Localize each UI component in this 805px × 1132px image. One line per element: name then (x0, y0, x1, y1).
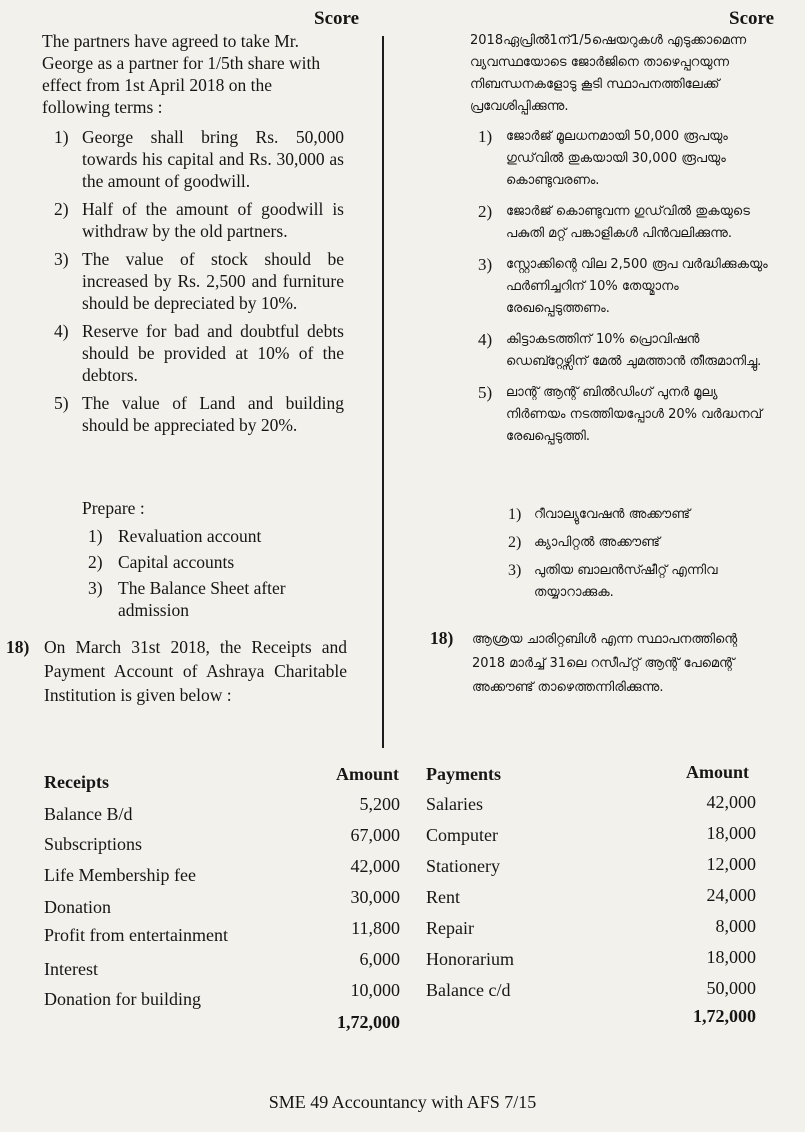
term-number: 5) (478, 383, 493, 402)
malayalam-term (478, 126, 768, 192)
prepare-item (508, 504, 768, 526)
english-intro: The partners have agreed to take Mr. George as a partner for 1/5th share with effect from 1st April 2018 on the following terms : (42, 31, 321, 117)
receipt-amount: 5,200 (359, 794, 400, 814)
receipts-total: 1,72,000 (337, 1012, 400, 1032)
page-footer: SME 49 Accountancy with AFS 7/15 (268, 1092, 537, 1112)
question-number-18-ml: 18) (430, 628, 454, 648)
question-number-18: 18) (6, 637, 30, 657)
question-18-text: On March 31st 2018, the Receipts and Payment Account of Ashraya Charitable Institution is given below : (44, 637, 347, 705)
receipt-amount: 42,000 (350, 856, 400, 876)
prepare-text: പുതിയ ബാലൻസ്ഷീറ്റ് എന്നിവ തയ്യാറാക്കുക. (534, 563, 718, 600)
term-text: The value of Land and building should be appreciated by 20%. (82, 393, 344, 435)
receipt-name: Balance B/d (44, 804, 133, 824)
prepare-item (508, 560, 768, 604)
payment-name: Stationery (426, 856, 500, 876)
term-text: സ്റ്റോക്കിന്റെ വില 2,500 രൂപ വർദ്ധിക്കുകയും ഫർണിച്ചറിന് 10% തേയ്മാനം രേഖപ്പെടുത്തണം. (506, 257, 768, 316)
term-number: 2) (54, 199, 69, 219)
malayalam-term (478, 254, 768, 320)
payment-name: Computer (426, 825, 498, 845)
english-term (54, 392, 344, 436)
prepare-item (88, 525, 348, 547)
term-text: ലാന്റ് ആന്റ് ബിൽഡിംഗ് പുനർ മൂല്യ നിർണയം നടത്തിയപ്പോൾ 20% വർദ്ധനവ് രേഖപ്പെടുത്തി. (506, 385, 763, 444)
prepare-number: 3) (508, 562, 522, 579)
prepare-text: The Balance Sheet after admission (118, 578, 286, 620)
receipt-amount: 6,000 (359, 949, 400, 969)
question-18-text-ml: ആശ്രയ ചാരിറ്റബിൾ എന്ന സ്ഥാപനത്തിന്റെ 2018 മാർച്ച് 31ലെ റസീപ്റ്റ് ആന്റ് പേമെന്റ് അക്കൗണ്ട് താഴെത്തന്നിരിക്കുന്നു. (472, 632, 738, 695)
malayalam-term (478, 201, 768, 245)
column-divider (382, 36, 384, 748)
english-terms-list (54, 126, 344, 442)
payments-header: Payments (426, 764, 501, 784)
english-prepare-list (88, 525, 348, 625)
amount-header-right: Amount (686, 762, 750, 782)
receipt-name: Donation (44, 897, 111, 917)
malayalam-prepare-list (508, 504, 768, 610)
payment-name: Repair (426, 918, 474, 938)
receipt-name: Donation for building (44, 989, 201, 1009)
receipt-name: Life Membership fee (44, 865, 196, 885)
prepare-label: Prepare : (82, 498, 145, 518)
malayalam-intro: 2018ഏപ്രിൽ1ന്1/5ഷെയറുകൾ എടുക്കാമെന്ന വ്യവസ്ഥയോടെ ജോർജിനെ താഴെപ്പറയുന്ന നിബന്ധനകളോടു കൂടി സ്ഥാപനത്തിലേക്ക് പ്രവേശിപ്പിക്കുന്നു. (470, 33, 747, 114)
prepare-text: ക്യാപിറ്റൽ അക്കൗണ്ട് (534, 535, 660, 550)
term-number: 1) (478, 127, 493, 146)
receipt-name: Subscriptions (44, 834, 143, 854)
payment-amount: 8,000 (715, 916, 756, 936)
malayalam-term (478, 329, 768, 373)
receipt-amount: 11,800 (351, 918, 400, 938)
term-number: 5) (54, 393, 69, 413)
payment-amount: 18,000 (706, 823, 756, 843)
payment-amount: 42,000 (706, 792, 756, 812)
term-number: 4) (54, 321, 69, 341)
receipt-amount: 30,000 (350, 887, 400, 907)
term-number: 3) (478, 255, 493, 274)
payment-name: Rent (426, 887, 460, 907)
term-text: ജോർജ് കൊണ്ടുവന്ന ഗുഡ്‌വിൽ തുകയുടെ പകുതി മറ്റ് പങ്കാളികൾ പിൻവലിക്കുന്നു. (506, 204, 750, 241)
term-text: Half of the amount of goodwill is withdraw by the old partners. (82, 199, 344, 241)
prepare-text: റീവാല്യുവേഷൻ അക്കൗണ്ട് (534, 507, 690, 522)
term-text: George shall bring Rs. 50,000 towards his capital and Rs. 30,000 as the amount of goodwill. (82, 127, 344, 191)
receipt-name: Profit from entertainment (44, 925, 228, 945)
term-text: The value of stock should be increased by Rs. 2,500 and furniture should be depreciated by 10%. (82, 249, 344, 313)
english-term (54, 198, 344, 242)
payment-amount: 12,000 (706, 854, 756, 874)
english-term (54, 320, 344, 386)
payments-total: 1,72,000 (693, 1006, 756, 1026)
term-text: ജോർജ് മൂലധനമായി 50,000 രൂപയും ഗുഡ്‌വിൽ തുകയായി 30,000 രൂപയും കൊണ്ടുവരണം. (506, 129, 728, 188)
receipt-name: Interest (44, 959, 98, 979)
receipts-header: Receipts (44, 772, 109, 792)
payment-amount: 24,000 (706, 885, 756, 905)
term-number: 2) (478, 202, 493, 221)
payment-name: Balance c/d (426, 980, 511, 1000)
prepare-number: 1) (508, 506, 522, 523)
score-label-left: Score (314, 8, 360, 29)
score-label-right: Score (729, 8, 775, 29)
payment-name: Salaries (426, 794, 483, 814)
amount-header-left: Amount (336, 764, 400, 784)
term-number: 1) (54, 127, 69, 147)
prepare-item (508, 532, 768, 554)
english-term (54, 126, 344, 192)
receipt-amount: 67,000 (350, 825, 400, 845)
payment-name: Honorarium (426, 949, 514, 969)
prepare-number: 1) (88, 526, 103, 546)
malayalam-terms-list (478, 126, 768, 457)
term-text: Reserve for bad and doubtful debts should be provided at 10% of the debtors. (82, 321, 344, 385)
malayalam-term (478, 382, 768, 448)
term-text: കിട്ടാകടത്തിന് 10% പ്രൊവിഷൻ ഡെബ്റ്റേഴ്സിന് മേൽ ചുമത്താൻ തീരുമാനിച്ചു. (506, 332, 762, 369)
prepare-text: Capital accounts (118, 552, 235, 572)
receipt-amount: 10,000 (350, 980, 400, 1000)
prepare-item (88, 577, 348, 621)
english-term (54, 248, 344, 314)
term-number: 3) (54, 249, 69, 269)
prepare-number: 2) (88, 552, 103, 572)
payment-amount: 50,000 (706, 978, 756, 998)
payment-amount: 18,000 (706, 947, 756, 967)
prepare-number: 3) (88, 578, 103, 598)
prepare-item (88, 551, 348, 573)
prepare-text: Revaluation account (118, 526, 262, 546)
term-number: 4) (478, 330, 493, 349)
prepare-number: 2) (508, 534, 522, 551)
